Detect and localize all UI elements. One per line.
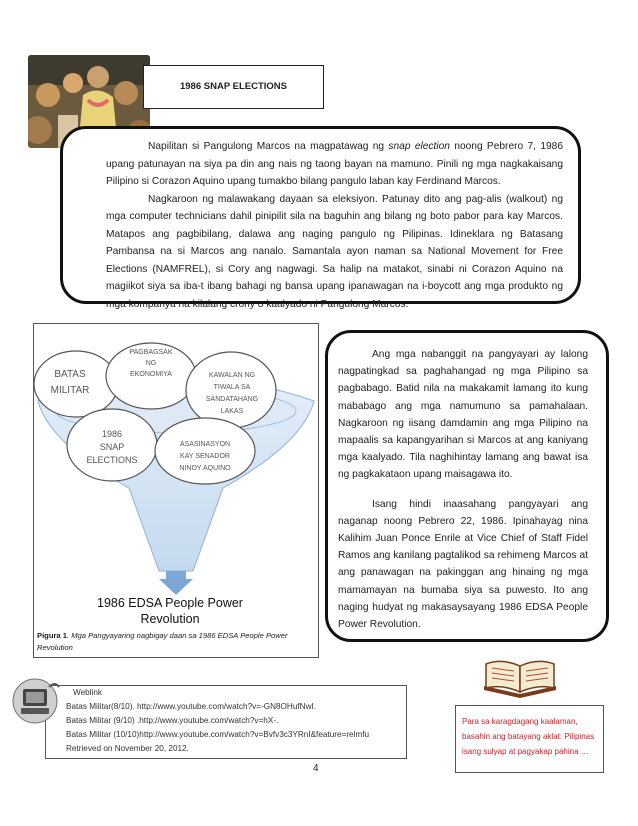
page-title: 1986 SNAP ELECTIONS [143, 65, 324, 109]
intro-text [106, 138, 563, 313]
computer-icon [11, 675, 63, 727]
label-pagbagsak-line3: EKONOMIYA [130, 371, 172, 378]
label-snap-line3: ELECTIONS [86, 455, 138, 465]
label-kawalan-line1: KAWALAN NG [208, 372, 256, 379]
label-asas-line1: ASASINASYON [179, 441, 231, 448]
note-text: Para sa karagdagang kaalaman, basahin ang batayang aklat: Pilipinas isang sulyap at pagyakap pahina … [462, 717, 595, 756]
intro-p1-start: Napilitan si Pangulong Marcos na magpatawag ng [148, 141, 389, 152]
intro-paragraph-2: Nagkaroon ng malawakang dayaan sa eleksiyon. Patunay dito ang pag-alis (walkout) ng mga computer technicians dahil pinipilit sila na baguhin ang bilang ng boto pabor para kay Marcos. Matapos ang pagbibilang, dalawa ang naging pangulo ng Pilipinas. Idineklara ng Batasang Pambansa na si Marcos ang nanalo. Samantala ayon naman sa National Movement for Free Elections (NAMFREL), si Cory ang nagwagi. Sa halip na matakot, sinabi ni Corazon Aquino na magiikot siya sa iba-t ibang bahagi ng bansa upang ipanawagan na i-boycott ang mga produkto ng mga kompanya na kilalang crony o kaalyado ni Pangulong Marcos. [106, 193, 563, 310]
label-snap-elections [77, 428, 147, 467]
open-book-icon [480, 656, 560, 698]
page-number: 4 [313, 763, 319, 774]
label-asas-line3: NINOY AQUINO [179, 465, 231, 472]
label-kawalan-line3: SANDATAHANG [205, 396, 259, 403]
weblink-retrieved: Retrieved on November 20, 2012. [66, 744, 189, 753]
intro-paragraph-1 [106, 138, 563, 191]
figure-caption [33, 628, 319, 658]
caption-text: . Mga Pangyayaring nagbigay daan sa 1986 EDSA People Power Revolution [37, 631, 288, 652]
weblink-list [66, 686, 369, 756]
narrative-paragraph-1: Ang mga nabanggit na pangyayari ay lalong nagpatingkad sa paghahangad ng mga Pilipino sa pagbabago. Batid nila na makakamit lamang ito kung mababago ang mga namumuno sa pamahalaan. Nagkaroon ng iisang damdamin ang mga Pilipino na mapaalis sa kapangyarihan si Marcos at ang kaniyang mga kaalyado. Tila naghihintay lamang ang bawat isa ng pagkakataon upang maisagawa ito. [338, 349, 588, 481]
label-pagbagsak-line2: NG [145, 360, 157, 367]
label-batas-militar: BATAS MILITAR [50, 369, 90, 396]
label-asas-line2: KAY SENADOR [180, 453, 230, 460]
weblink-item[interactable]: Batas Militar(8/10). http://www.youtube.com/watch?v=-GN8OHufNwI. [66, 702, 317, 711]
weblink-heading: Weblink [73, 688, 102, 697]
label-pagbagsak-line1: PAGBAGSAK [129, 349, 173, 356]
label-snap-line2: SNAP [99, 442, 125, 452]
diagram-result-line1: 1986 EDSA People Power [97, 596, 243, 610]
diagram-result-line2: Revolution [140, 612, 200, 626]
narrative-text [338, 346, 588, 645]
weblink-item[interactable]: Batas Militar (10/10)http://www.youtube.com/watch?v=Bvfv3c3YRnI&feature=relmfu [66, 730, 370, 739]
label-kawalan-line4: LAKAS [220, 408, 244, 415]
caption-label: Pigura 1 [37, 631, 67, 640]
narrative-paragraph-2: Isang hindi inaasahang pangyayari ang naganap noong Pebrero 22, 1986. Ipinahayag nina Kalihim Juan Ponce Enrile at Vice Chief of Staff Fidel Ramos ang kanilang pagtalikod sa rehimeng Marcos at ang panawagan na pakinggan ang hinaing ng mga mamamayan na bumaba siya sa puwesto. Ito ang naging hudyat ng makasaysayang 1986 EDSA People Power Revolution. [338, 498, 588, 631]
label-kawalan [196, 370, 268, 418]
down-arrow [159, 571, 193, 595]
diagram-result [70, 595, 270, 627]
intro-p1-end: noong Pebrero 7, 1986 upang patunayan na siya pa din ang nais ng taong bayan na mamuno. Pinili ng mga nagkakaisang Pilipino si Corazon Aquino upang tumakbo bilang pangulo laban kay Ferdinand Marcos. [106, 141, 563, 187]
label-kawalan-line2: TIWALA SA [213, 384, 251, 391]
weblink-item[interactable]: Batas Militar (9/10) .http://www.youtube.com/watch?v=hX-. [66, 716, 279, 725]
label-asasinasyon [165, 439, 245, 475]
intro-p1-emphasis: snap election [388, 141, 450, 152]
label-snap-line1: 1986 [101, 429, 123, 439]
label-pagbagsak [111, 347, 191, 380]
